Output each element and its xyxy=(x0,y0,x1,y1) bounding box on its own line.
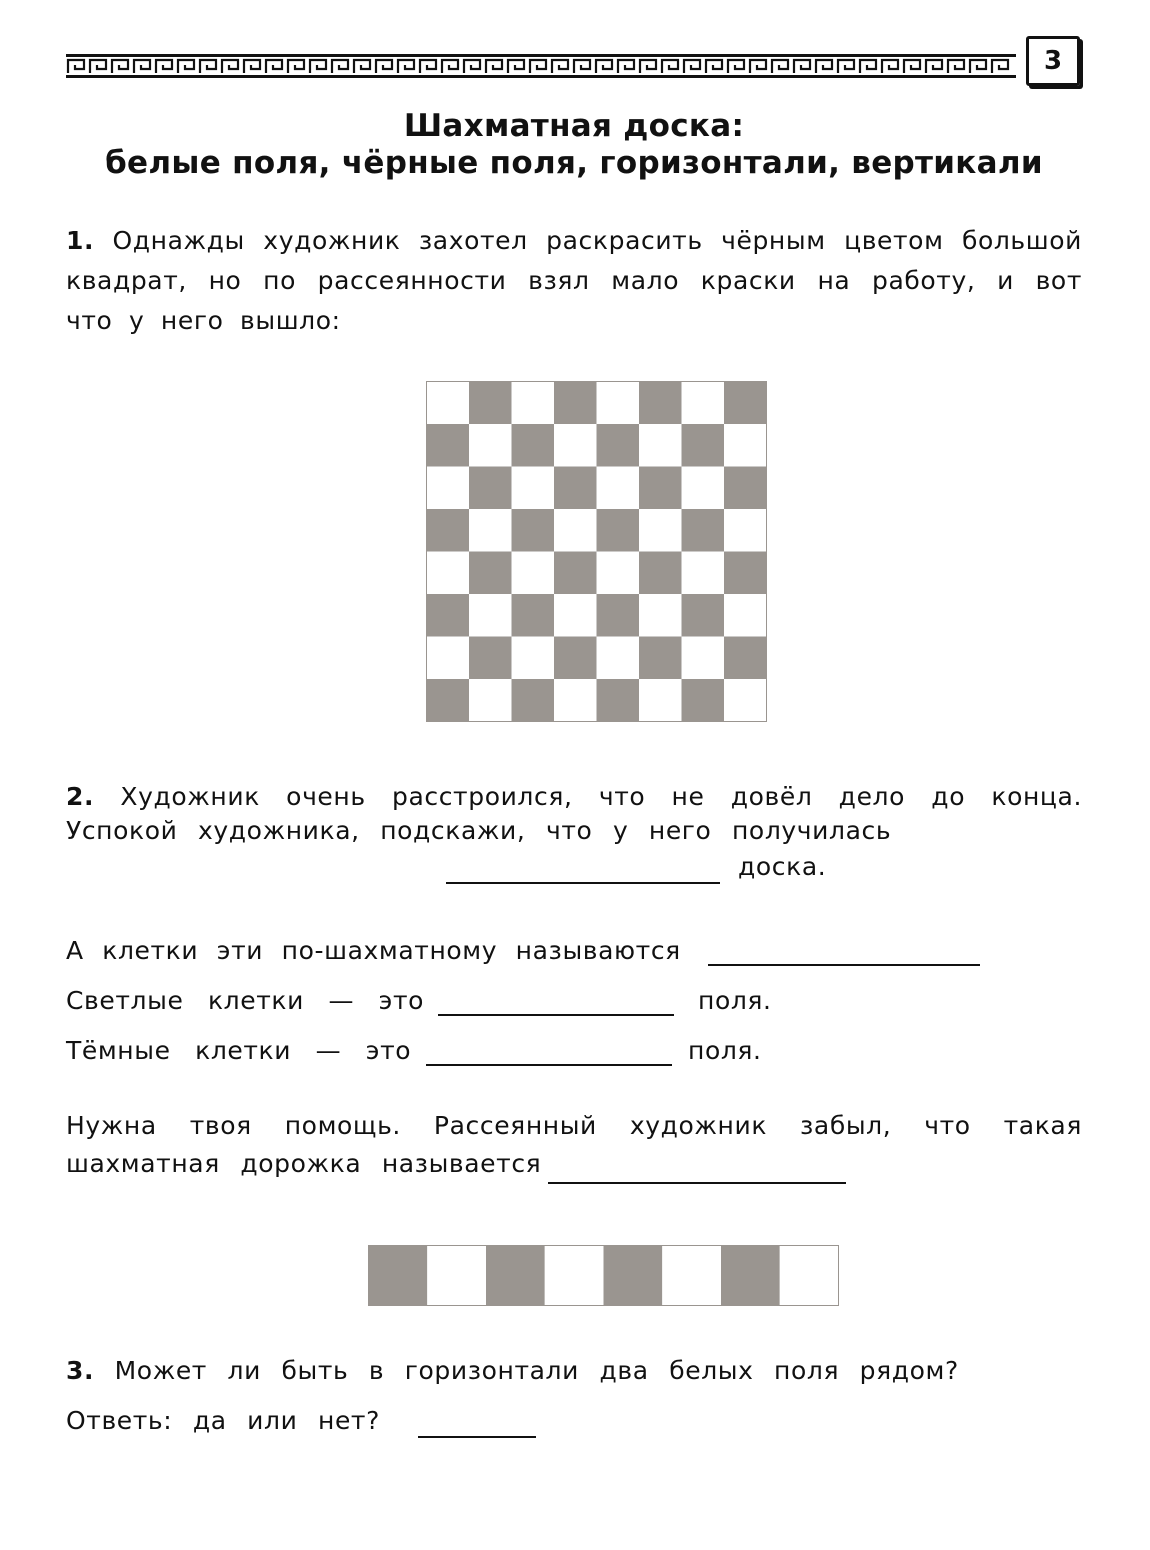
strip-cell-dark xyxy=(486,1246,545,1306)
strip-cell-dark xyxy=(369,1246,428,1306)
help-line2: шахматная дорожка называется xyxy=(66,1149,542,1178)
board-cell-light xyxy=(554,594,597,637)
board-cell-light xyxy=(427,637,470,680)
board-cell-light xyxy=(469,424,512,467)
board-type-blank[interactable] xyxy=(446,882,720,884)
task2-line1 xyxy=(66,782,1082,811)
board-cell-dark xyxy=(597,509,640,552)
board-cell-dark xyxy=(512,594,555,637)
board-cell-light xyxy=(469,509,512,552)
task1-number: 1. xyxy=(66,226,95,255)
board-cell-light xyxy=(427,467,470,510)
dark-cells-text: Тёмные клетки — это xyxy=(66,1036,412,1065)
page-number-text: 3 xyxy=(1043,46,1063,76)
board-cell-light xyxy=(469,679,512,722)
board-cell-dark xyxy=(554,467,597,510)
board-cell-light xyxy=(639,509,682,552)
board-cell-light xyxy=(724,424,767,467)
board-cell-dark xyxy=(639,552,682,595)
board-cell-dark xyxy=(512,509,555,552)
board-cell-light xyxy=(724,594,767,637)
task1-line1 xyxy=(66,226,1082,255)
task2-line2: Успокой художника, подскажи, что у него получилась xyxy=(66,816,892,845)
board-cell-dark xyxy=(469,637,512,680)
light-cells-suffix: поля. xyxy=(698,986,772,1015)
board-cell-dark xyxy=(554,552,597,595)
board-cell-dark xyxy=(639,467,682,510)
task3-question-line xyxy=(66,1356,1082,1385)
board-cell-light xyxy=(597,467,640,510)
chess-strip xyxy=(368,1245,839,1306)
greek-key-pattern xyxy=(68,60,1008,73)
task3-question: Может ли быть в горизонтали два белых поля рядом? xyxy=(114,1356,959,1385)
board-cell-dark xyxy=(639,637,682,680)
task3-answer-blank[interactable] xyxy=(418,1436,536,1438)
board-cell-dark xyxy=(682,679,725,722)
board-cell-dark xyxy=(724,552,767,595)
board-cell-dark xyxy=(427,509,470,552)
board-cell-light xyxy=(724,679,767,722)
board-cell-dark xyxy=(554,382,597,425)
board-cell-dark xyxy=(427,679,470,722)
page-subtitle: белые поля, чёрные поля, горизонтали, вертикали xyxy=(105,145,1043,181)
board-cell-dark xyxy=(469,382,512,425)
board-cell-light xyxy=(639,424,682,467)
board-cell-dark xyxy=(597,679,640,722)
board-cell-light xyxy=(597,382,640,425)
board-cell-dark xyxy=(512,424,555,467)
board-word: доска. xyxy=(738,852,827,881)
board-cell-light xyxy=(427,552,470,595)
board-cell-dark xyxy=(724,467,767,510)
board-cell-light xyxy=(554,679,597,722)
help-line1: Нужна твоя помощь. Рассеянный художник забыл, что такая xyxy=(66,1111,1082,1140)
task2-number: 2. xyxy=(66,782,95,811)
board-cell-light xyxy=(512,382,555,425)
strip-cell-dark xyxy=(604,1246,663,1306)
task3-number: 3. xyxy=(66,1356,95,1385)
board-cell-dark xyxy=(427,424,470,467)
dark-cells-blank[interactable] xyxy=(426,1064,672,1066)
dark-cells-suffix: поля. xyxy=(688,1036,762,1065)
board-cell-light xyxy=(512,552,555,595)
board-cell-light xyxy=(682,637,725,680)
strip-cell-light xyxy=(545,1246,604,1306)
board-cell-dark xyxy=(597,594,640,637)
board-cell-light xyxy=(554,509,597,552)
strip-cell-light xyxy=(427,1246,486,1306)
board-cell-light xyxy=(597,552,640,595)
strip-cell-light xyxy=(780,1246,839,1306)
chessboard xyxy=(426,381,767,722)
task1-text1: Однажды художник захотел раскрасить чёрным цветом большой xyxy=(112,226,1082,255)
board-cell-dark xyxy=(724,382,767,425)
task1-line3: что у него вышло: xyxy=(66,306,341,335)
page-title: Шахматная доска: xyxy=(403,108,745,144)
board-cell-light xyxy=(724,509,767,552)
board-cell-dark xyxy=(597,424,640,467)
task1-line2: квадрат, но по рассеянности взял мало краски на работу, и вот xyxy=(66,266,1082,295)
board-cell-light xyxy=(682,467,725,510)
board-cell-dark xyxy=(724,637,767,680)
board-cell-dark xyxy=(427,594,470,637)
board-cell-light xyxy=(469,594,512,637)
strip-cell-dark xyxy=(721,1246,780,1306)
task2-text1: Художник очень расстроился, что не довёл дело до конца. xyxy=(120,782,1082,811)
strip-cell-light xyxy=(662,1246,721,1306)
board-cell-light xyxy=(512,467,555,510)
board-cell-light xyxy=(554,424,597,467)
board-cell-light xyxy=(597,637,640,680)
board-cell-dark xyxy=(554,637,597,680)
board-cell-light xyxy=(682,382,725,425)
strip-name-blank[interactable] xyxy=(548,1182,846,1184)
light-cells-text: Светлые клетки — это xyxy=(66,986,425,1015)
board-cell-dark xyxy=(512,679,555,722)
board-cell-light xyxy=(639,594,682,637)
task3-answer-prompt: Ответь: да или нет? xyxy=(66,1406,380,1435)
board-cell-dark xyxy=(639,382,682,425)
light-cells-blank[interactable] xyxy=(438,1014,674,1016)
board-cell-dark xyxy=(682,509,725,552)
board-cell-light xyxy=(682,552,725,595)
page-number xyxy=(1026,36,1080,86)
board-cell-dark xyxy=(469,552,512,595)
cells-name-text: А клетки эти по-шахматному называются xyxy=(66,936,681,965)
board-cell-light xyxy=(427,382,470,425)
greek-key-border xyxy=(66,54,1016,78)
board-cell-dark xyxy=(469,467,512,510)
board-cell-light xyxy=(512,637,555,680)
cells-name-blank[interactable] xyxy=(708,964,980,966)
board-cell-light xyxy=(639,679,682,722)
board-cell-dark xyxy=(682,594,725,637)
board-cell-dark xyxy=(682,424,725,467)
